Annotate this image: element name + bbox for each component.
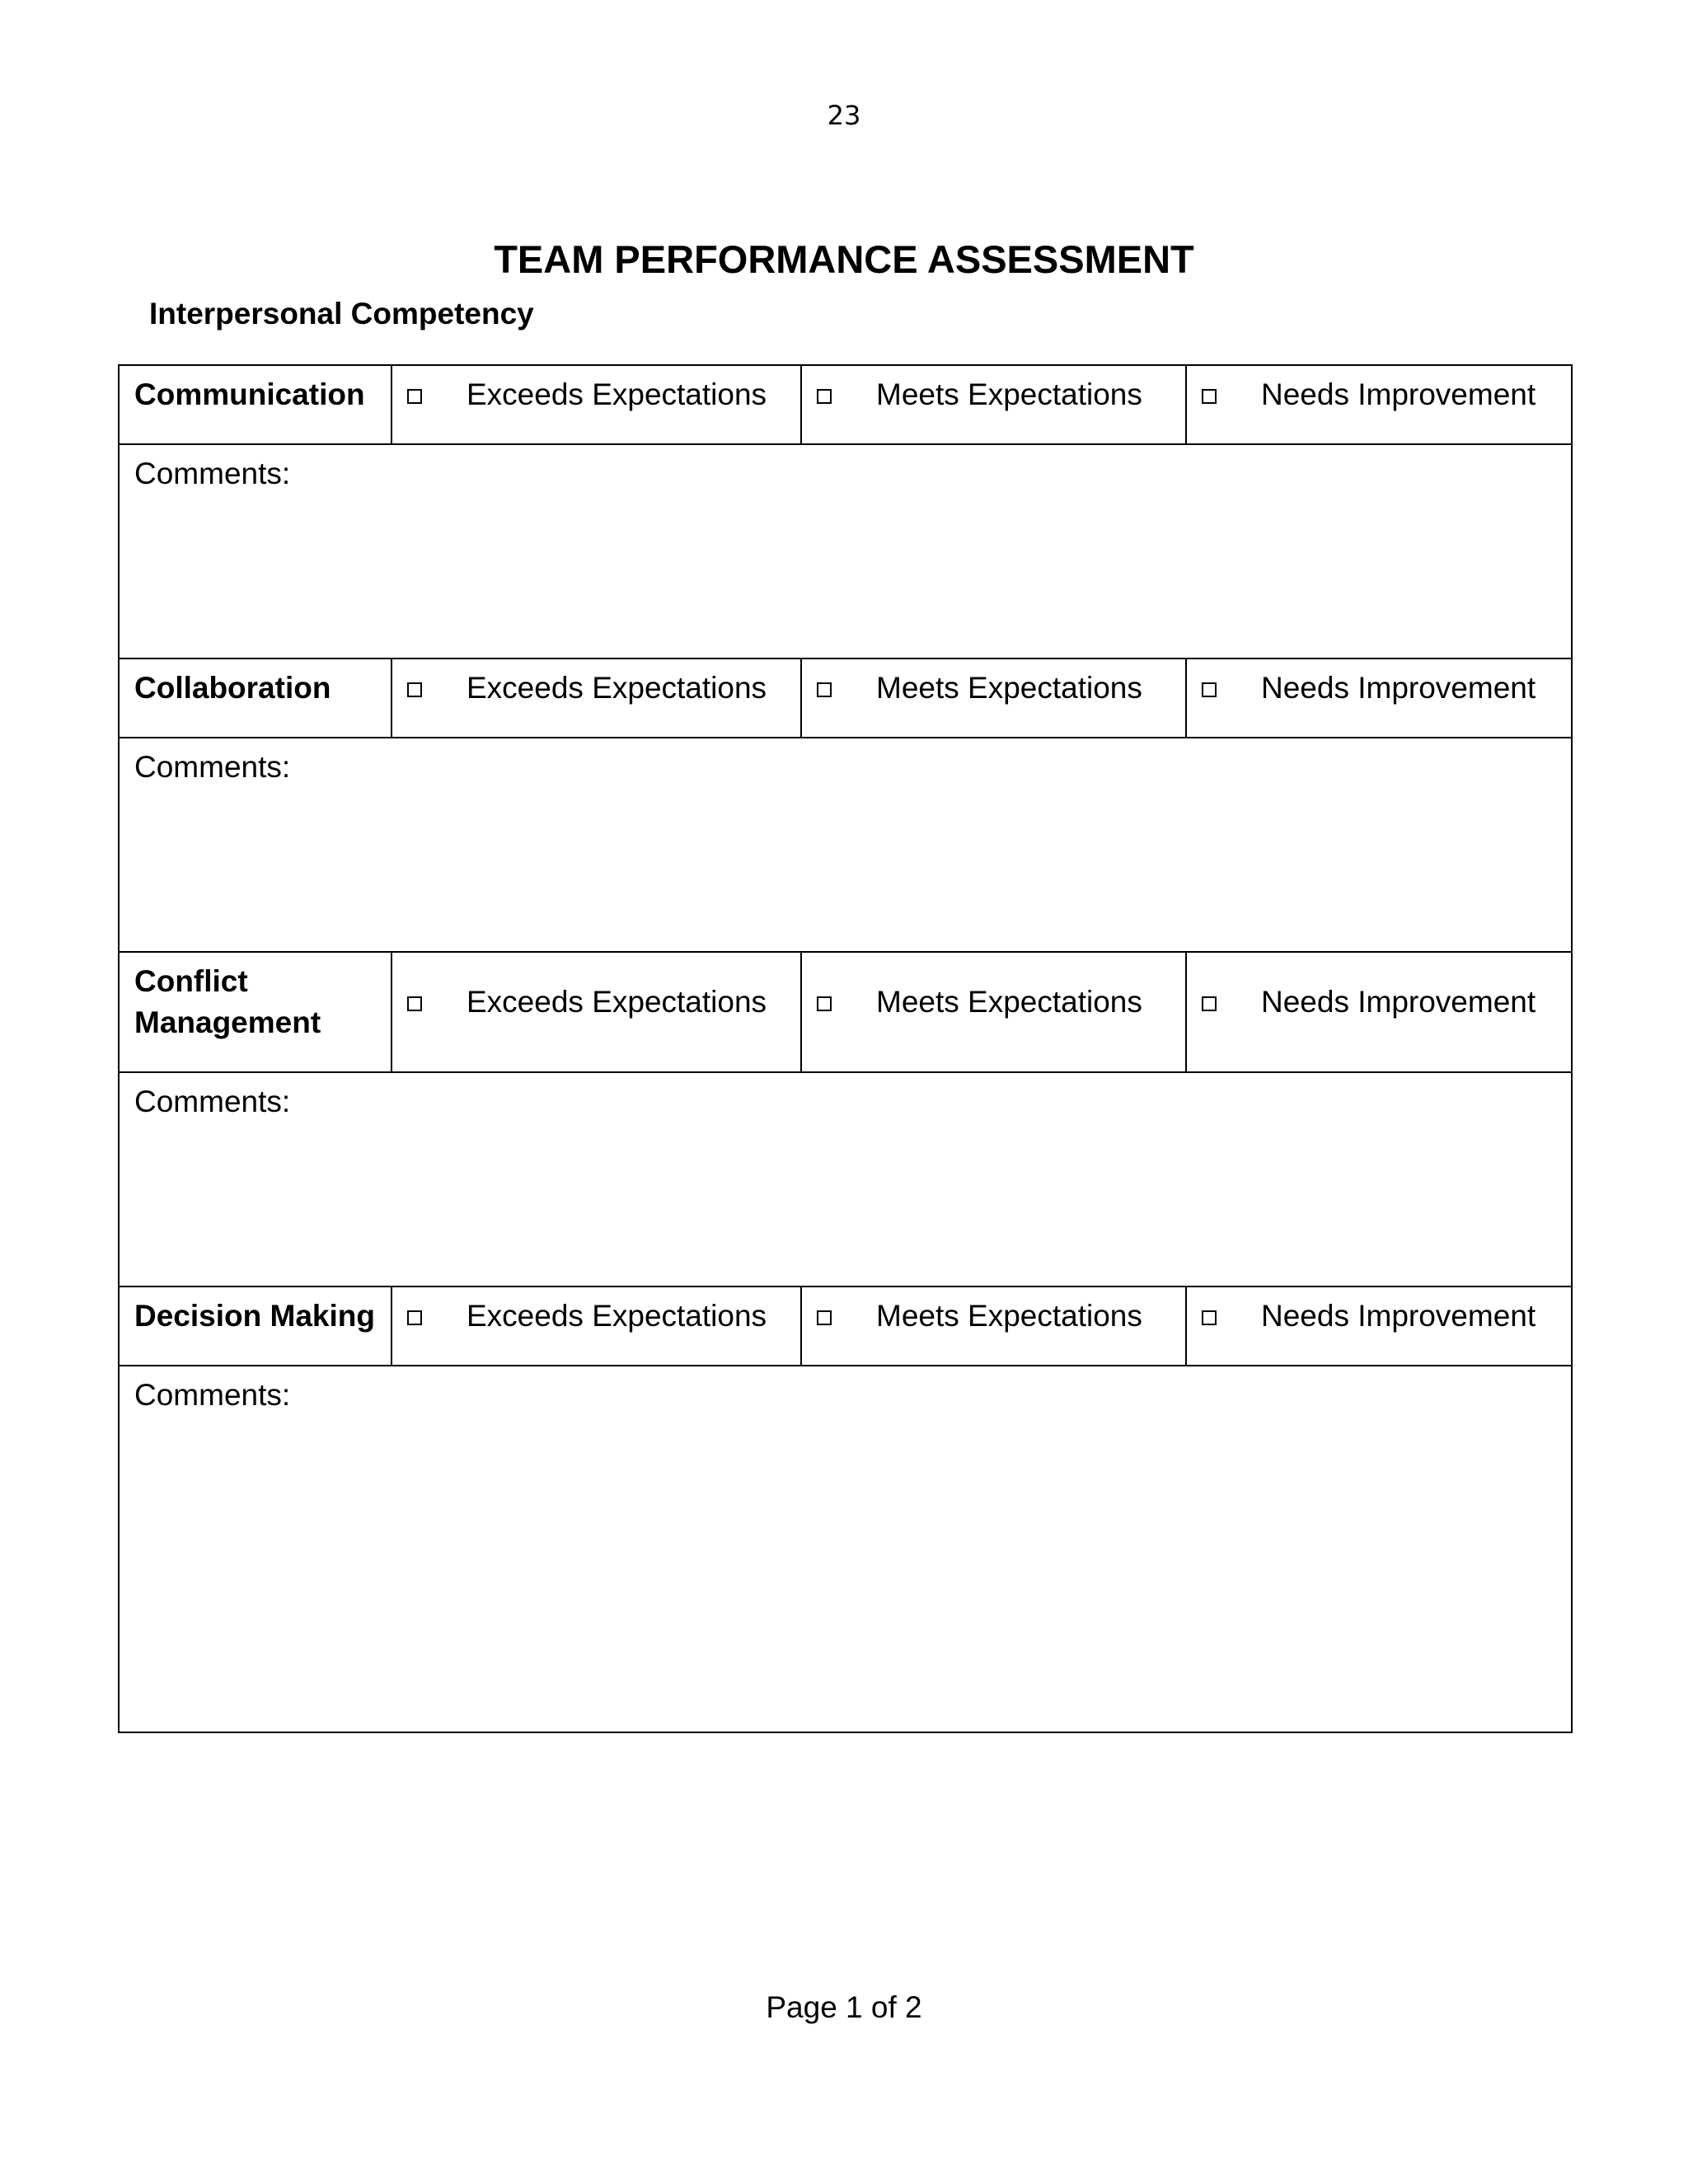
option-label: Meets Expectations [876,1299,1142,1333]
option-meets[interactable] [801,365,1186,444]
option-label: Exceeds Expectations [467,985,767,1019]
comments-row-communication [119,444,1572,658]
rating-row-communication [119,365,1572,444]
option-label: Needs Improvement [1261,1299,1536,1333]
checkbox-icon[interactable] [1202,682,1217,697]
option-label: Exceeds Expectations [467,671,767,705]
option-meets[interactable] [801,1286,1186,1366]
page-footer: Page 1 of 2 [766,1990,922,2024]
checkbox-icon[interactable] [817,682,832,697]
checkbox-icon[interactable] [407,1310,422,1325]
page-title: TEAM PERFORMANCE ASSESSMENT [494,237,1194,281]
comments-row-collaboration [119,738,1572,952]
rating-row-conflict-management [119,952,1572,1072]
option-label: Exceeds Expectations [467,1299,767,1333]
option-label: Needs Improvement [1261,985,1536,1019]
option-exceeds[interactable] [392,658,801,738]
checkbox-icon[interactable] [817,996,832,1011]
option-needs[interactable] [1186,365,1572,444]
option-label: Meets Expectations [876,985,1142,1019]
checkbox-icon[interactable] [407,996,422,1011]
assessment-table [118,364,1573,1733]
comments-label: Comments: [134,750,291,784]
comments-field[interactable] [119,738,1572,952]
checkbox-icon[interactable] [407,682,422,697]
option-needs[interactable] [1186,952,1572,1072]
rating-row-decision-making [119,1286,1572,1366]
criterion-label: Communication [119,365,392,444]
comments-label: Comments: [134,1085,291,1118]
checkbox-icon[interactable] [817,389,832,404]
option-exceeds[interactable] [392,365,801,444]
checkbox-icon[interactable] [1202,389,1217,404]
comments-field[interactable] [119,1072,1572,1286]
option-label: Needs Improvement [1261,671,1536,705]
checkbox-icon[interactable] [1202,1310,1217,1325]
option-needs[interactable] [1186,1286,1572,1366]
page-number: 23 [827,100,861,131]
rating-row-collaboration [119,658,1572,738]
checkbox-icon[interactable] [817,1310,832,1325]
comments-field[interactable] [119,444,1572,658]
comments-label: Comments: [134,457,291,490]
option-label: Needs Improvement [1261,377,1536,411]
comments-label: Comments: [134,1378,291,1412]
checkbox-icon[interactable] [1202,996,1217,1011]
option-label: Meets Expectations [876,671,1142,705]
comments-row-decision-making [119,1366,1572,1732]
option-label: Meets Expectations [876,377,1142,411]
section-heading: Interpersonal Competency [149,297,534,330]
option-meets[interactable] [801,952,1186,1072]
option-label: Exceeds Expectations [467,377,767,411]
criterion-label: Conflict Management [119,952,392,1072]
option-exceeds[interactable] [392,952,801,1072]
option-needs[interactable] [1186,658,1572,738]
option-meets[interactable] [801,658,1186,738]
comments-field[interactable] [119,1366,1572,1732]
comments-row-conflict-management [119,1072,1572,1286]
option-exceeds[interactable] [392,1286,801,1366]
criterion-label: Decision Making [119,1286,392,1366]
checkbox-icon[interactable] [407,389,422,404]
criterion-label: Collaboration [119,658,392,738]
